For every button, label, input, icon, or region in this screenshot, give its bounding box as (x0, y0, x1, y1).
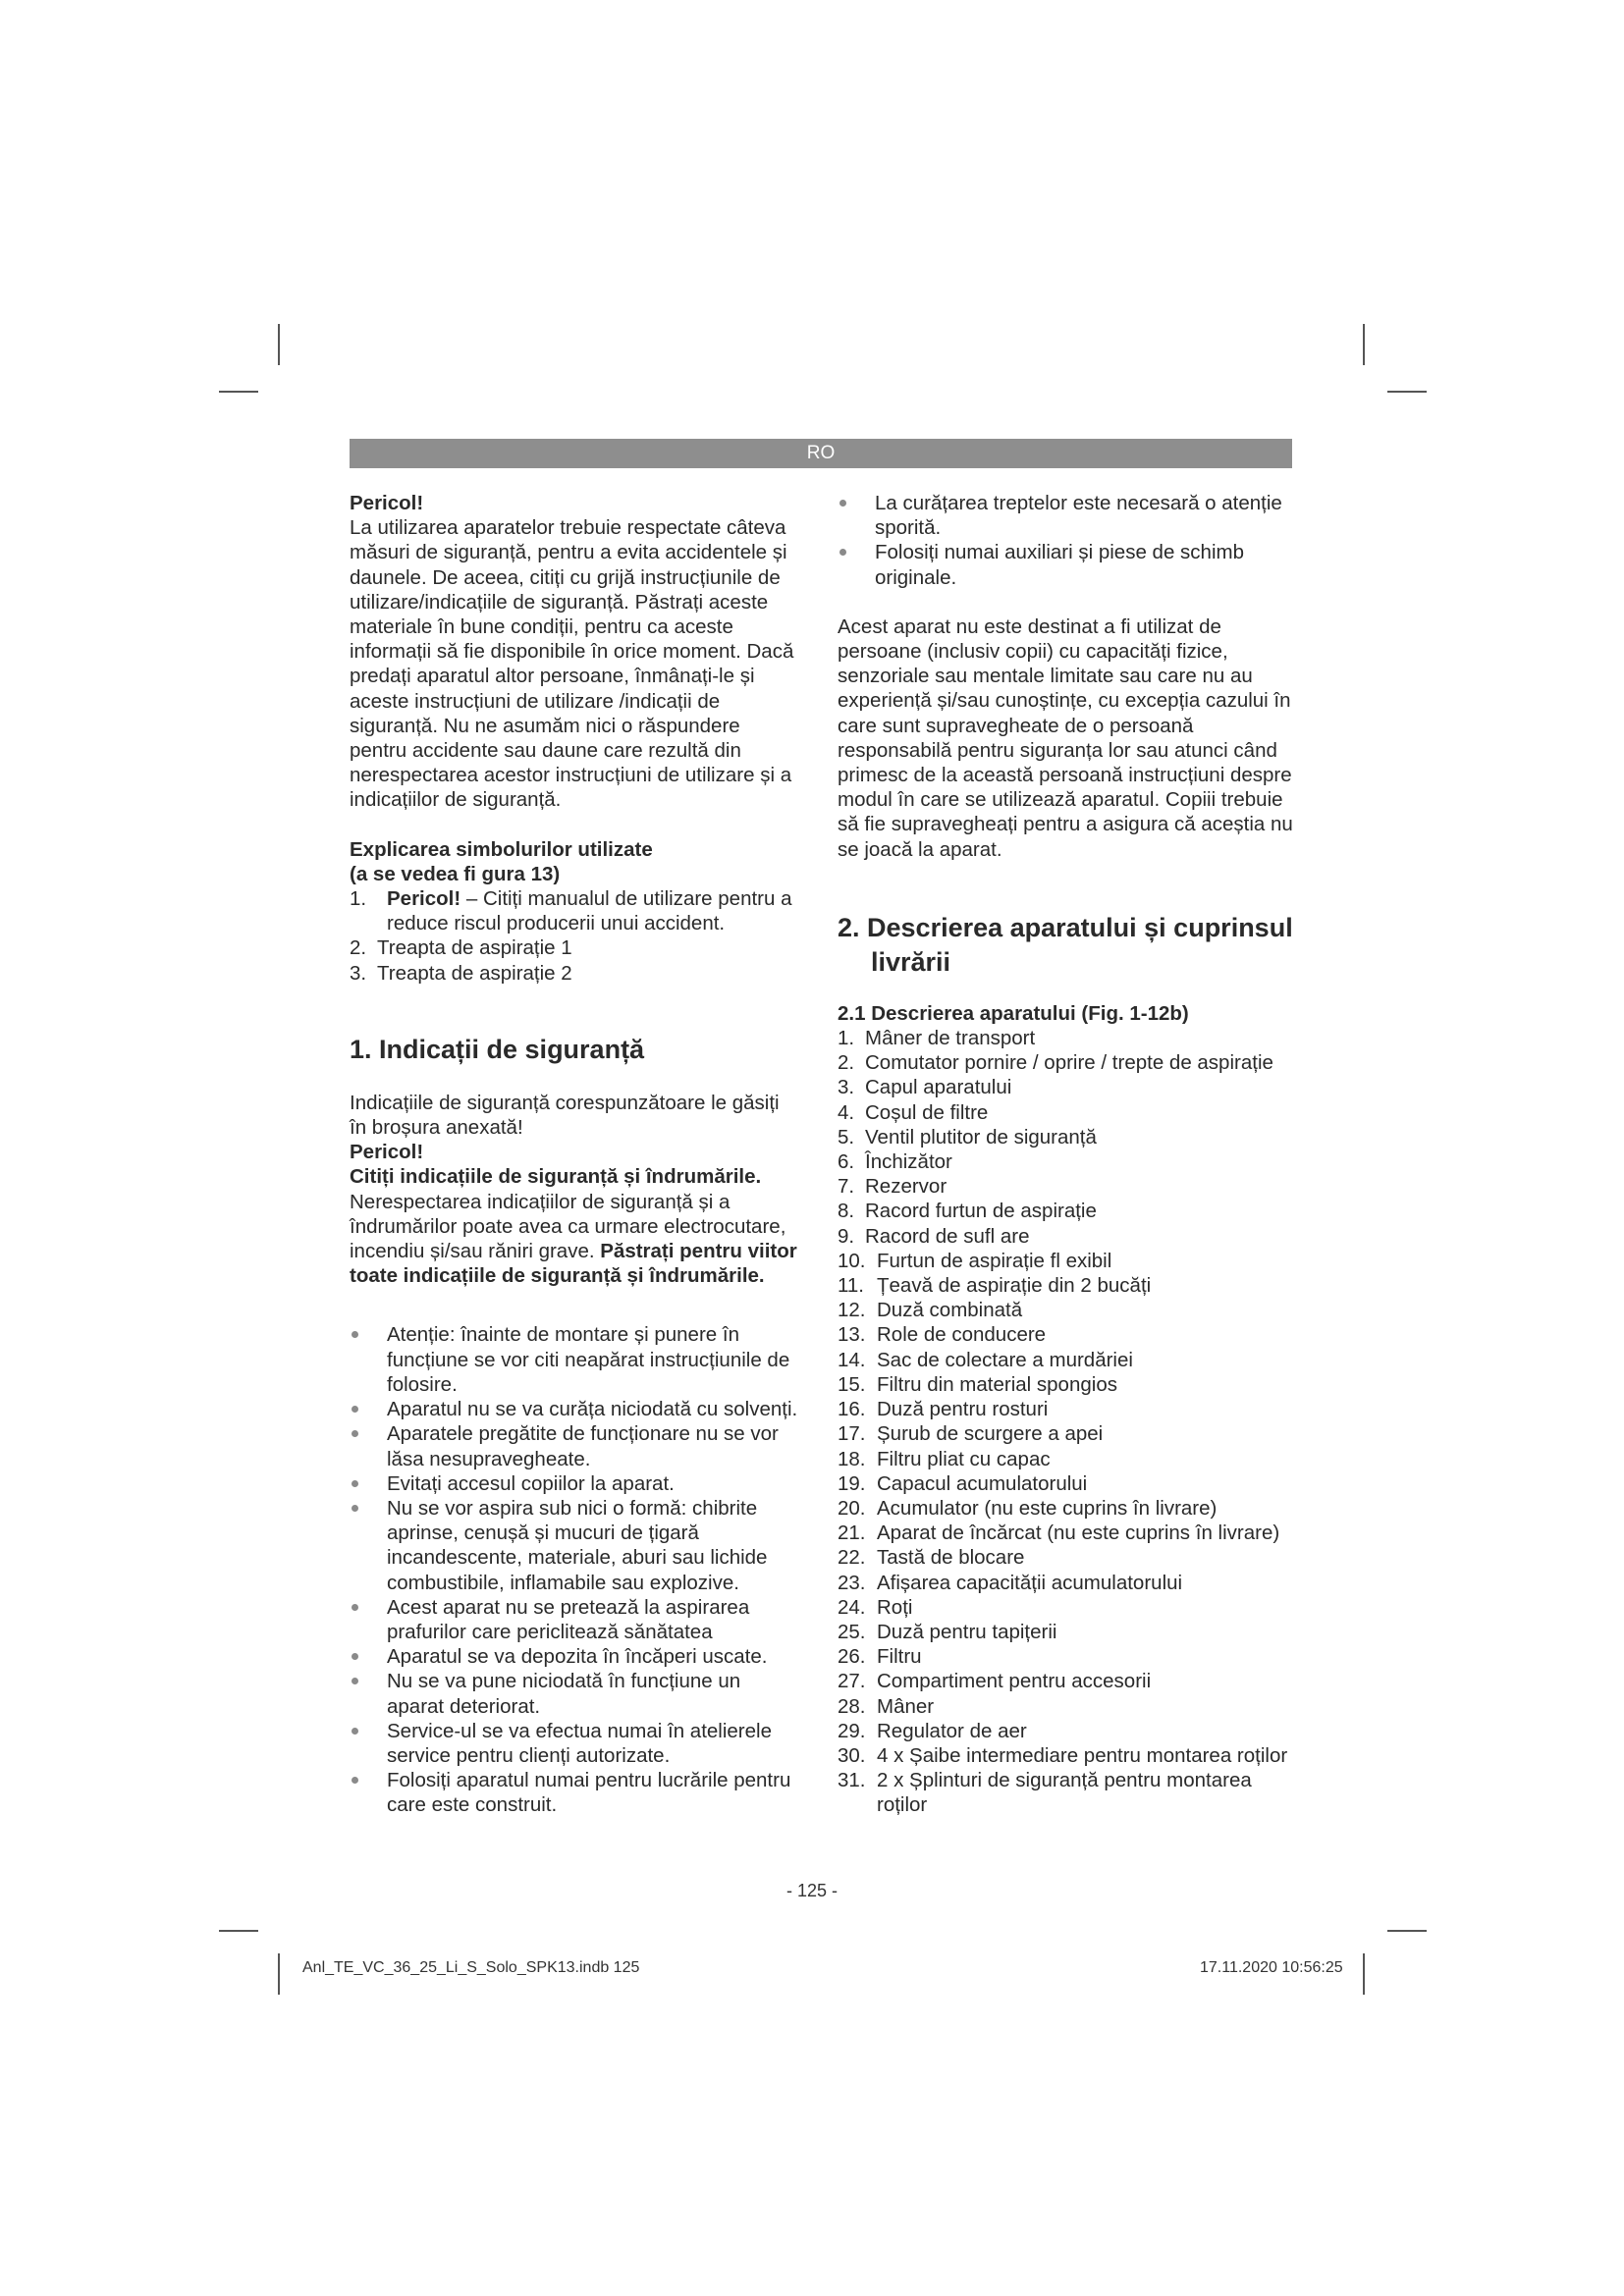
safety-bullet-list (350, 1322, 801, 1817)
bullet-icon (352, 1505, 358, 1512)
list-item: 4. Coșul de filtre (838, 1100, 989, 1124)
crop-mark (278, 324, 280, 365)
bullet-icon (352, 1653, 358, 1660)
list-item: 16. Duză pentru rosturi (838, 1398, 1049, 1421)
cleaning-bullet-list (838, 491, 1299, 590)
list-item: 19. Capacul acumulatorului (838, 1471, 1088, 1495)
list-item: 31. 2 x Șplinturi de siguranță pentru montarea roților (838, 1769, 1252, 1817)
crop-mark (1363, 324, 1365, 365)
list-item: Nu se va pune niciodată în funcțiune un aparat deteriorat. (350, 1669, 801, 1718)
list-item: 8. Racord furtun de aspirație (838, 1200, 1097, 1223)
file-name: Anl_TE_VC_36_25_Li_S_Solo_SPK13.indb 125 (302, 1959, 640, 1976)
read-instructions-heading: Citiți indicațiile de siguranță și îndrumările. (350, 1165, 762, 1189)
list-item: Aparatul se va depozita în încăperi uscate. (350, 1644, 801, 1669)
bullet-icon (352, 1604, 358, 1611)
list-item: 2. Treapta de aspirație 1 (350, 936, 572, 960)
bullet-icon (839, 549, 846, 556)
list-item: 25. Duză pentru tapițerii (838, 1620, 1057, 1643)
list-item: 15. Filtru din material spongios (838, 1372, 1117, 1396)
list-item: 9. Racord de sufl are (838, 1224, 1030, 1248)
bullet-icon (352, 1678, 358, 1684)
list-item: Service-ul se va efectua numai în atelierele service pentru clienți autorizate. (350, 1719, 801, 1768)
list-item: Atenție: înainte de montare și punere în funcțiune se vor citi neapărat instrucțiunile de folosire. (350, 1322, 801, 1397)
list-item: Aparatul nu se va curăța niciodată cu solvenți. (350, 1397, 801, 1421)
danger-heading: Pericol! (350, 492, 424, 514)
bullet-icon (352, 1331, 358, 1338)
list-item: 6. Închizător (838, 1150, 952, 1174)
crop-mark (278, 1953, 280, 1995)
left-column (350, 491, 801, 1818)
list-item: 24. Roți (838, 1595, 913, 1619)
crop-mark (219, 1930, 258, 1932)
warning-paragraph: Nerespectarea indicațiilor de siguranță și a îndrumărilor poate avea ca urmare electrocutare, incendiu și/sau răniri grave. Păstrați pentru viitor toate indicațiile de siguranță și îndrumările. (350, 1190, 797, 1288)
intro-paragraph: La utilizarea aparatelor trebuie respectate câteva măsuri de siguranță, pentru a evita accidentele și daunele. De aceea, citiți cu grijă instrucțiunile de utilizare/indicațiile de siguranță. Păstrați aceste materiale în bune condiții, pentru ca aceste informații să fie disponibile în orice moment. Dacă predați aparatul altor persoane, înmânați-le și aceste instrucțiuni de utilizare /indicații de siguranță. Nu ne asumăm nici o răspundere pentru accidente sau daune care rezultă din nerespectarea acestor instrucțiuni de utilizare și a indicațiilor de siguranță. (350, 516, 794, 812)
list-item: Acest aparat nu se pretează la aspirarea prafurilor care periclitează sănătatea (350, 1595, 801, 1644)
list-item: 10. Furtun de aspirație fl exibil (838, 1249, 1112, 1272)
bullet-icon (352, 1480, 358, 1487)
list-item: 22. Tastă de blocare (838, 1546, 1025, 1570)
bullet-icon (352, 1777, 358, 1784)
section-1-title: 1. Indicații de siguranță (350, 1034, 645, 1064)
list-item: 7. Rezervor (838, 1175, 947, 1199)
symbols-heading-ref: (a se vedea fi gura 13) (350, 862, 561, 885)
language-label: RO (806, 443, 836, 463)
language-header-bar (350, 439, 1292, 468)
crop-mark (1363, 1953, 1365, 1995)
list-item: Folosiți numai auxiliari și piese de schimb originale. (838, 540, 1299, 589)
subsection-2-1-title: 2.1 Descrierea aparatului (Fig. 1-12b) (838, 1001, 1189, 1025)
list-item: Aparatele pregătite de funcționare nu se vor lăsa nesupravegheate. (350, 1421, 801, 1470)
list-item: 30. 4 x Șaibe intermediare pentru montarea roților (838, 1743, 1288, 1767)
bullet-icon (352, 1406, 358, 1413)
list-item: 11. Țeavă de aspirație din 2 bucăți (838, 1274, 1152, 1298)
list-item: 1. Pericol! – Citiți manualul de utilizare pentru a reduce riscul producerii unui accident. (350, 887, 792, 935)
list-item: 29. Regulator de aer (838, 1719, 1027, 1742)
list-item: 1. Mâner de transport (838, 1027, 1036, 1050)
print-timestamp: 17.11.2020 10:56:25 (1200, 1959, 1343, 1976)
list-item: 21. Aparat de încărcat (nu este cuprins în livrare) (838, 1522, 1280, 1545)
bullet-icon (352, 1430, 358, 1437)
page-number: - 125 - (785, 1881, 839, 1900)
list-item: La curățarea treptelor este necesară o atenție sporită. (838, 491, 1299, 540)
crop-mark (219, 391, 258, 393)
right-column (838, 491, 1299, 1818)
list-item: 27. Compartiment pentru accesorii (838, 1670, 1152, 1693)
list-item: 13. Role de conducere (838, 1323, 1047, 1347)
list-item: Folosiți aparatul numai pentru lucrările pentru care este construit. (350, 1768, 801, 1817)
list-item: 3. Treapta de aspirație 2 (350, 961, 572, 985)
list-item: 18. Filtru pliat cu capac (838, 1447, 1051, 1470)
danger-heading: Pericol! (350, 1141, 424, 1164)
list-item: 5. Ventil plutitor de siguranță (838, 1125, 1097, 1148)
children-paragraph: Acest aparat nu este destinat a fi utilizat de persoane (inclusiv copii) cu capacități fizice, senzoriale sau mentale limitate sau care nu au experiență și/sau cunoștințe, cu excepția cazului în care sunt supravegheate de o persoană responsabilă pentru siguranța lor sau atunci când primesc de la această persoană instrucțiuni despre modul în care se utilizează aparatul. Copiii trebuie să fie supravegheați pentru a asigura că aceștia nu se joacă la aparat. (838, 614, 1293, 861)
crop-mark (1387, 391, 1427, 393)
list-item: 17. Șurub de scurgere a apei (838, 1422, 1104, 1446)
list-item: Evitați accesul copiilor la aparat. (350, 1471, 801, 1496)
list-item: Nu se vor aspira sub nici o formă: chibrite aprinse, cenușă și mucuri de țigară incandescente, materiale, aburi sau lichide combustibile, inflamabile sau explozive. (350, 1496, 801, 1595)
section-1-intro: Indicațiile de siguranță corespunzătoare le găsiți în broșura anexată! (350, 1091, 780, 1140)
list-item: 12. Duză combinată (838, 1299, 1023, 1322)
list-item: 23. Afișarea capacității acumulatorului (838, 1571, 1183, 1594)
section-2-title: 2. Descrierea aparatului și cuprinsul livrării (838, 912, 1293, 977)
bullet-icon (352, 1728, 358, 1735)
list-item: 14. Sac de colectare a murdăriei (838, 1348, 1133, 1371)
list-item: 2. Comutator pornire / oprire / trepte de aspirație (838, 1051, 1273, 1075)
symbols-list (350, 886, 801, 986)
list-item: 28. Mâner (838, 1694, 935, 1718)
list-item: 3. Capul aparatului (838, 1076, 1012, 1099)
parts-list (838, 1026, 1299, 1818)
bullet-icon (839, 500, 846, 507)
list-item: 26. Filtru (838, 1645, 922, 1669)
crop-mark (1387, 1930, 1427, 1932)
symbols-heading: Explicarea simbolurilor utilizate (350, 837, 653, 861)
list-item: 20. Acumulator (nu este cuprins în livrare) (838, 1496, 1218, 1520)
